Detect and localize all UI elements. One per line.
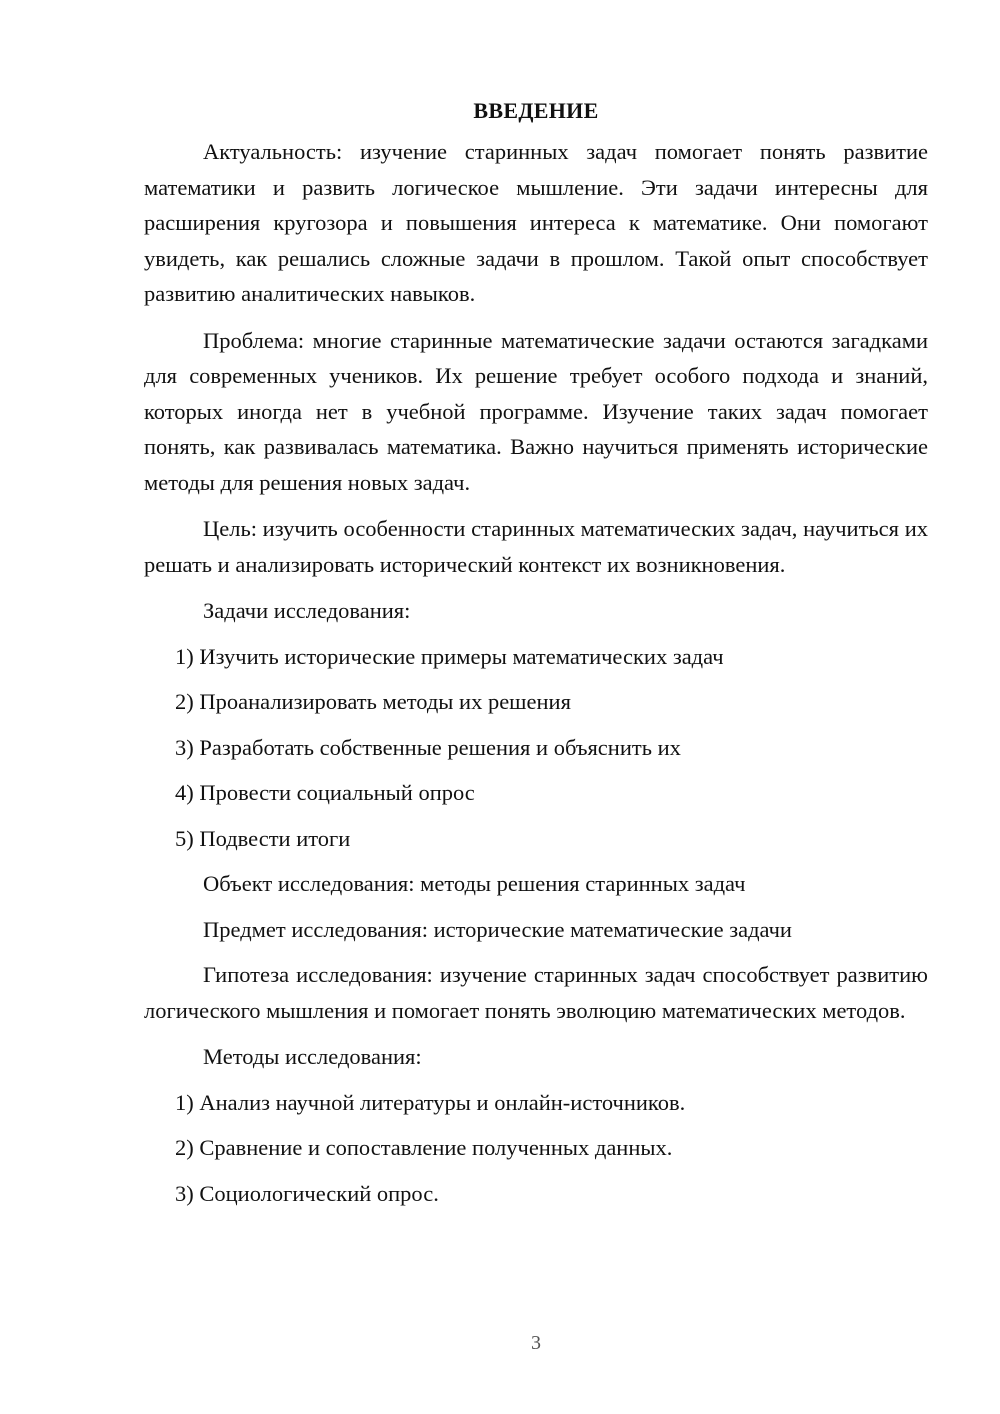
task-item: 1) Изучить исторические примеры математических задач xyxy=(175,643,724,669)
task-item: 4) Провести социальный опрос xyxy=(175,780,475,805)
hypothesis-paragraph: Гипотеза исследования: изучение старинных задач способствует развитию логического мышления и помогает понять эволюцию математических методов. xyxy=(144,962,928,1023)
problem-paragraph: Проблема: многие старинные математические задачи остаются загадками для современных учеников. Их решение требует особого подхода и знаний, которых иногда нет в учебной программе. Изучение таких задач помогает понять, как развивалась математика. Важно научиться применять исторические методы для решения новых задач. xyxy=(144,327,928,495)
goal-paragraph: Цель: изучить особенности старинных математических задач, научиться их решать и анализировать исторический контекст их возникновения. xyxy=(144,516,928,577)
method-item: 3) Социологический опрос. xyxy=(175,1180,439,1206)
method-item: 2) Сравнение и сопоставление полученных данных. xyxy=(175,1135,673,1160)
document-page xyxy=(144,96,928,1221)
page-number: 3 xyxy=(531,1332,541,1354)
task-item: 3) Разработать собственные решения и объяснить их xyxy=(175,734,681,760)
research-subject: Предмет исследования: исторические математические задачи xyxy=(203,916,792,942)
section-title: ВВЕДЕНИЕ xyxy=(473,98,599,123)
method-item: 1) Анализ научной литературы и онлайн-источников. xyxy=(175,1089,686,1115)
methods-heading: Методы исследования: xyxy=(203,1044,422,1069)
relevance-paragraph: Актуальность: изучение старинных задач помогает понять развитие математики и развить логическое мышление. Эти задачи интересны для расширения кругозора и повышения интереса к математике. Они помогают увидеть, как решались сложные задачи в прошлом. Такой опыт способствует развитию аналитических навыков. xyxy=(144,139,928,306)
research-object: Объект исследования: методы решения старинных задач xyxy=(203,871,746,896)
task-item: 5) Подвести итоги xyxy=(175,825,351,851)
tasks-heading: Задачи исследования: xyxy=(203,598,411,623)
task-item: 2) Проанализировать методы их решения xyxy=(175,689,571,714)
